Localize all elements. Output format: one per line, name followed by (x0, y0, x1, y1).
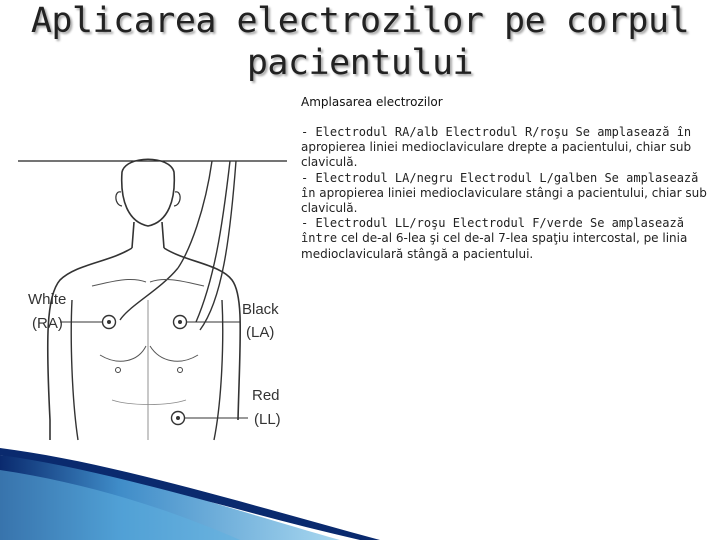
bullet-marker: - (301, 170, 309, 185)
title-line-2: pacientului (246, 43, 474, 83)
electrode-placement-figure (0, 155, 300, 465)
pectoral-left (150, 346, 198, 361)
title-line-1: Aplicarea electrozilor pe corpul (30, 1, 690, 41)
pectoral-right (100, 346, 146, 361)
arm-inner-right (214, 300, 223, 440)
bullet-code-text: Electrodul LA/negru Electrodul L/galben Se amplasează în (301, 170, 699, 200)
bullet-list (301, 125, 713, 262)
rib-line (112, 400, 186, 405)
torso-right (164, 248, 240, 420)
bullet-text: apropierea liniei medioclaviculare stângi a pacientului, chiar sub claviculă. (301, 185, 707, 216)
electrode-ll (172, 412, 185, 425)
ear-right (174, 192, 180, 206)
label-ll: (LL) (254, 411, 281, 428)
label-white: White (28, 291, 67, 308)
head-outline (122, 159, 175, 226)
lead-cable-ra (178, 161, 212, 268)
bullet-ll (301, 216, 713, 262)
slide-title (0, 0, 720, 84)
decorative-swoosh (0, 440, 720, 540)
bullet-code-text: Electrodul LL/roşu Electrodul F/verde Se amplasează între (301, 216, 684, 246)
bullet-text: cel de-al 6-lea şi cel de-al 7-lea spaţiu intercostal, pe linia medioclaviculară stângă a pacientului. (301, 231, 688, 261)
clavicle-right (92, 279, 146, 286)
label-la: (LA) (246, 324, 275, 341)
lead-cable-ra-2 (120, 268, 178, 320)
bullet-text: apropierea liniei medioclaviculare drepte a pacientului, chiar sub claviculă. (301, 140, 692, 170)
clavicle-left (150, 279, 204, 286)
bullet-marker: - (301, 216, 309, 231)
bullet-code-text: Electrodul RA/alb Electrodul R/roşu Se amplasează în (308, 125, 692, 139)
electrode-la (174, 316, 187, 329)
torso-left (48, 248, 132, 440)
bullet-ra (301, 125, 713, 171)
electrode-ra (103, 316, 116, 329)
bullet-la (301, 171, 713, 217)
subtitle: Amplasarea electrozilor (301, 95, 443, 109)
bullet-marker: - (301, 125, 309, 139)
nipple-left (178, 368, 183, 373)
arm-inner-left (71, 300, 78, 440)
label-ra: (RA) (32, 315, 63, 332)
ear-left (116, 192, 122, 206)
label-red: Red (252, 387, 280, 404)
lead-cable-la (196, 161, 230, 322)
nipple-right (116, 368, 121, 373)
label-black: Black (242, 301, 279, 318)
